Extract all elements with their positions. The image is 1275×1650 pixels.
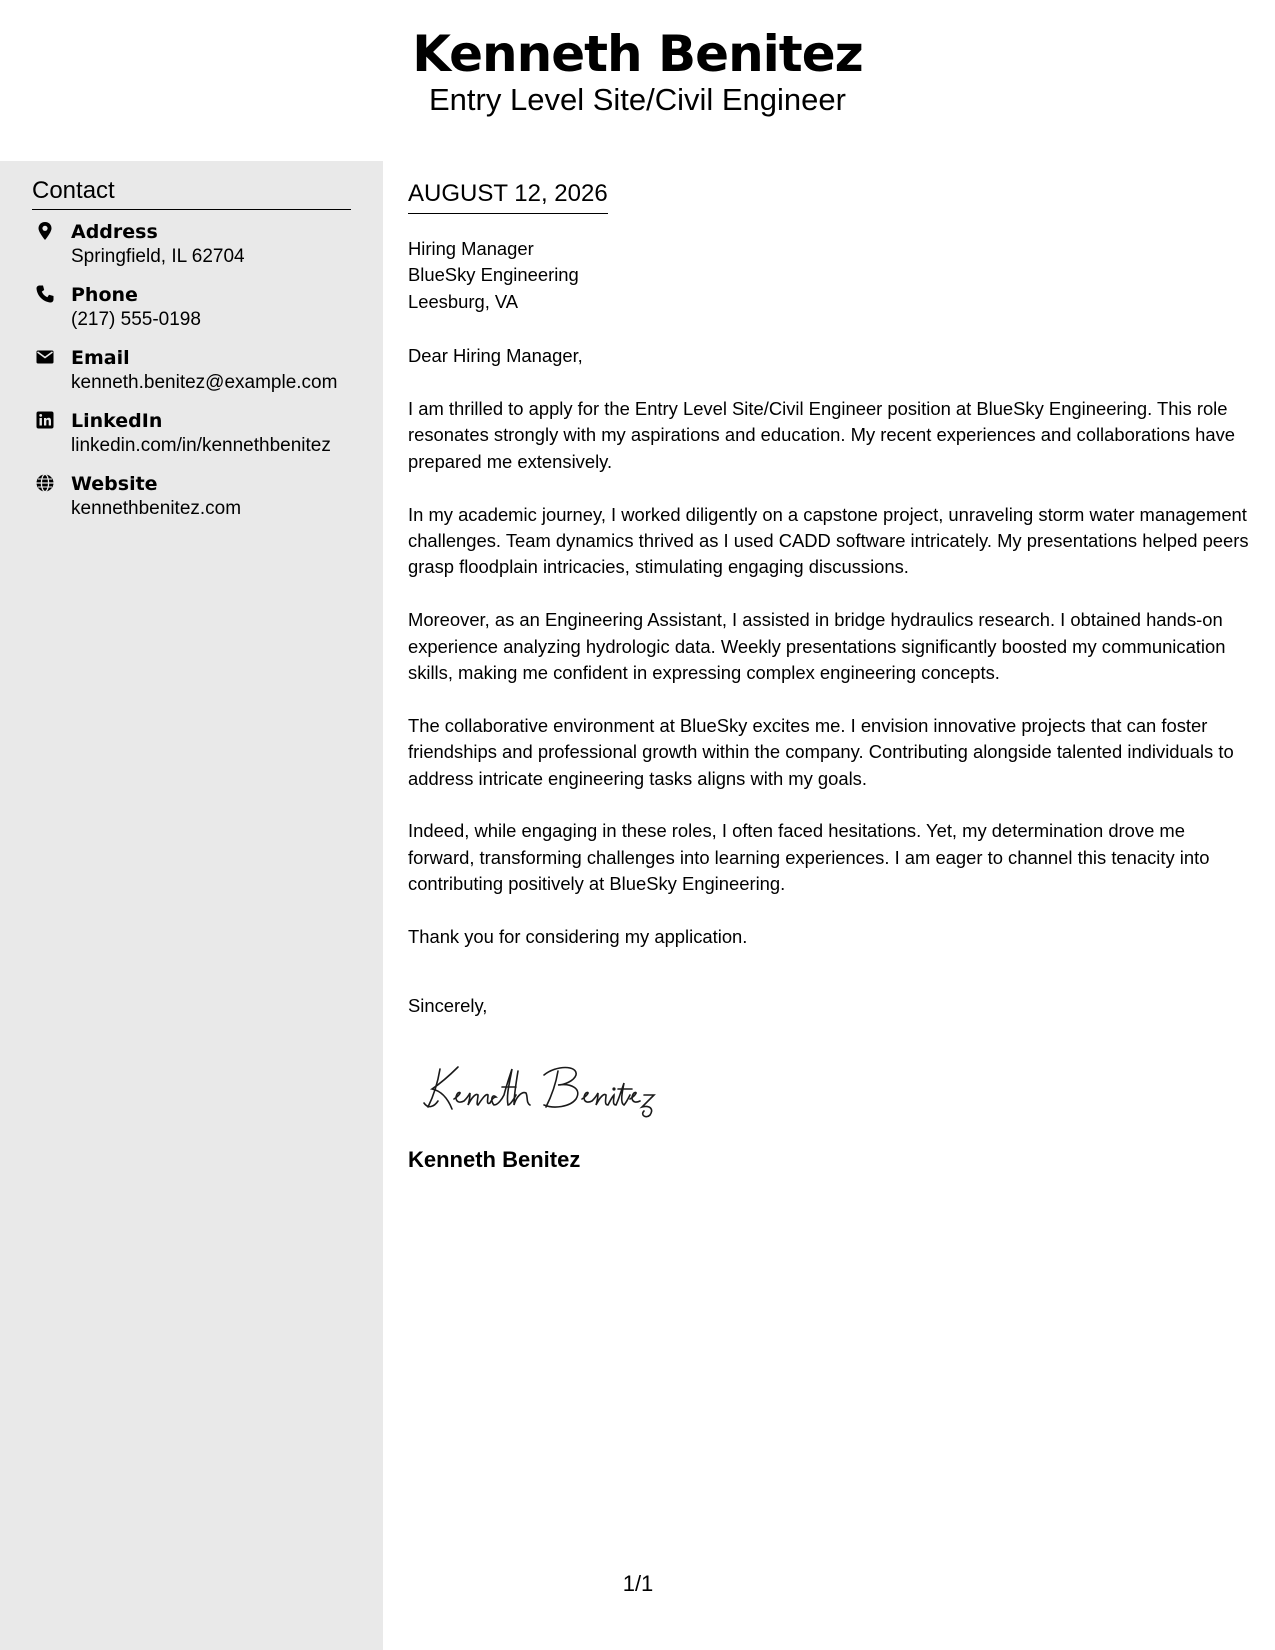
letter-paragraph: Indeed, while engaging in these roles, I often faced hesitations. Yet, my determination drove me forward, transforming challenges into learning experiences. I am eager to channel this tenacity into contributing positively at BlueSky Engineering. — [408, 820, 1210, 895]
contact-email — [32, 346, 362, 396]
linkedin-icon — [35, 410, 55, 430]
recipient-line: BlueSky Engineering — [408, 264, 579, 286]
letter-header — [0, 0, 1275, 161]
contact-phone — [32, 283, 362, 333]
letter-paragraph: I am thrilled to apply for the Entry Level Site/Civil Engineer position at BlueSky Engineering. This role resonates strongly with my aspirations and education. My recent experiences and collaborations have prepared me extensively. — [408, 398, 1236, 472]
linkedin-value: linkedin.com/in/kennethbenitez — [71, 435, 331, 456]
letter-paragraph: The collaborative environment at BlueSky excites me. I envision innovative projects that can foster friendships and professional growth within the company. Contributing alongside talented individuals to address intricate engineering tasks aligns with my goals. — [408, 714, 1234, 789]
recipient-line: Hiring Manager — [408, 238, 534, 259]
salutation: Dear Hiring Manager, — [408, 345, 583, 366]
contact-sidebar — [0, 161, 383, 1650]
letter-paragraph: Thank you for considering my application. — [408, 926, 748, 948]
contact-linkedin — [32, 409, 362, 459]
contact-heading: Contact — [32, 175, 351, 210]
recipient-block — [408, 236, 1253, 315]
phone-value: (217) 555-0198 — [71, 309, 201, 330]
email-value: kenneth.benitez@example.com — [71, 372, 338, 393]
letter-paragraph: In my academic journey, I worked diligently on a capstone project, unraveling storm water management challenges. Team dynamics thrived as I used CADD software intricately. My presentations helped peers grasp floodplain intricacies, stimulating engaging discussions. — [408, 503, 1249, 578]
website-value: kennethbenitez.com — [71, 498, 242, 519]
address-value: Springfield, IL 62704 — [71, 246, 245, 267]
globe-icon — [35, 473, 55, 493]
contact-label: Address — [71, 221, 158, 243]
applicant-name: Kenneth Benitez — [412, 25, 863, 83]
phone-icon — [35, 284, 55, 304]
handwritten-signature — [418, 1051, 678, 1121]
letter-date: AUGUST 12, 2026 — [408, 179, 608, 214]
letter-paragraph: Moreover, as an Engineering Assistant, I assisted in bridge hydraulics research. I obtained hands-on experience analyzing hydrologic data. Weekly presentations significantly boosted my communication skills, making me confident in expressing complex engineering concepts. — [408, 609, 1226, 684]
page-number: 1/1 — [622, 1571, 654, 1596]
contact-label: Email — [71, 347, 130, 369]
map-pin-icon — [35, 221, 55, 241]
contact-label: Phone — [71, 284, 138, 306]
contact-website — [32, 472, 362, 522]
contact-label: LinkedIn — [71, 410, 163, 432]
contact-address — [32, 220, 362, 270]
envelope-icon — [35, 347, 55, 367]
letter-paragraphs — [408, 396, 1253, 977]
signer-name: Kenneth Benitez — [408, 1147, 581, 1172]
closing: Sincerely, — [408, 995, 488, 1016]
contact-label: Website — [71, 473, 158, 495]
applicant-title: Entry Level Site/Civil Engineer — [429, 82, 846, 117]
recipient-line: Leesburg, VA — [408, 290, 519, 312]
